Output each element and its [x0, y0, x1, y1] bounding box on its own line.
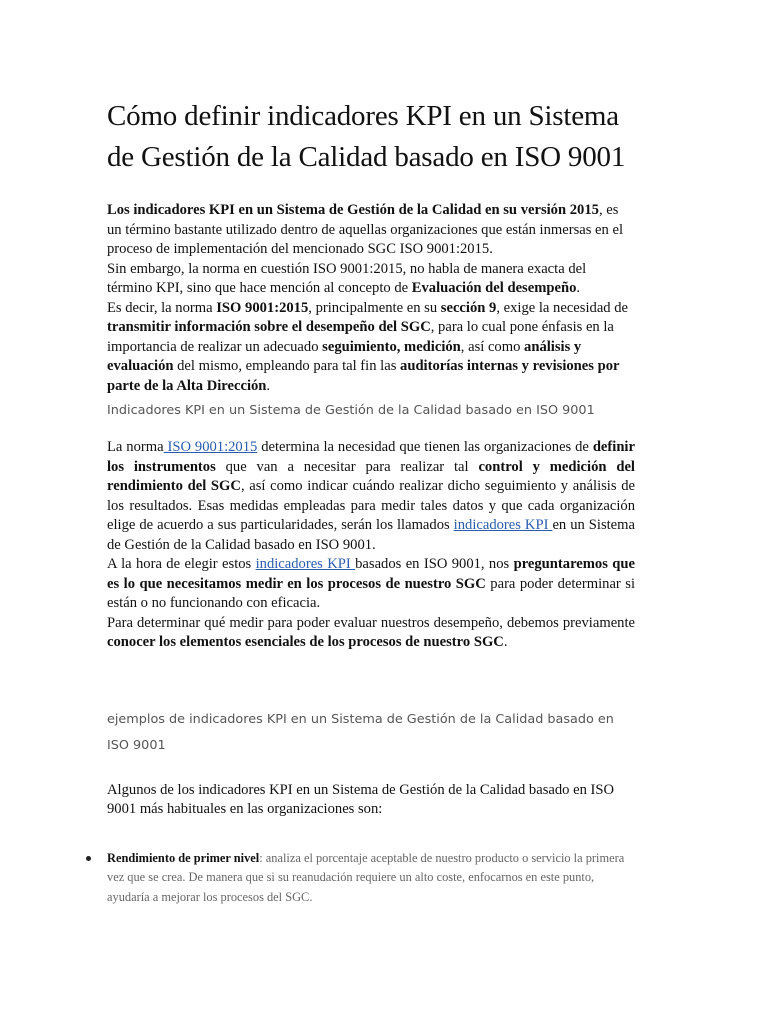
intro-text-6: , exige la necesidad de — [496, 299, 629, 316]
intro-paragraph — [107, 201, 635, 396]
intro-text-1: , es un término bastante utilizado dentro de aquellas organizaciones que están inmersas en el proceso de implementación del mencionado SGC ISO 9001:2015. — [107, 202, 624, 257]
list-item — [107, 849, 635, 908]
bullet-label: Rendimiento de primer nivel — [107, 850, 260, 865]
intro-text-7: , para lo cual pone énfasis en la importancia de realizar un adecuado — [107, 319, 614, 355]
s2-text-3: que van a necesitar para realizar tal — [215, 458, 479, 475]
intro-text-3: . — [576, 280, 581, 296]
s2-text-8: para poder determinar si están o no funcionando con eficacia. — [107, 575, 636, 611]
intro-text-5: , principalmente en su — [308, 299, 441, 316]
intro-bold-3: ISO 9001:2015 — [216, 299, 309, 316]
s2-text-7: basados en ISO 9001, nos — [355, 556, 514, 572]
s2-text-2: determina la necesidad que tienen las organizaciones de — [257, 439, 593, 455]
intro-bold-6: seguimiento, medición — [322, 338, 461, 355]
bullet-description: : analiza el porcentaje aceptable de nuestro producto o servicio la primera vez que se crea. De manera que si su reanudación requiere un alto coste, enfocarnos en este punto, ayudaría a mejorar los procesos del SGC. — [107, 850, 625, 904]
intro-bold-8: auditorías internas y revisiones por parte de la Alta Dirección — [107, 358, 620, 394]
s2-text-9: Para determinar qué medir para poder evaluar nuestros desempeño, debemos previamente — [107, 614, 635, 631]
intro-text-2: Sin embargo, la norma en cuestión ISO 9001:2015, no habla de manera exacta del término KPI, sino que hace mención al concepto de — [107, 260, 587, 296]
intro-bold-5: transmitir información sobre el desempeño del SGC — [107, 319, 431, 335]
s2-bold-2: control y medición del rendimiento del SGC — [107, 458, 635, 494]
s2-text-4: , así como indicar cuándo realizar dicho seguimiento y análisis de los resultados. Esas medidas empleadas para medir tales datos y que cada organización elige de acuerdo a sus particularidades, serán los llamados — [107, 478, 635, 533]
s2-text-10: . — [503, 634, 508, 650]
s2-bold-1: definir los instrumentos — [107, 439, 635, 475]
iso-9001-2015-link[interactable]: ISO 9001:2015 — [163, 439, 258, 455]
indicadores-kpi-link-2[interactable]: indicadores KPI — [255, 556, 356, 572]
s2-bold-3: preguntaremos que es lo que necesitamos medir en los procesos de nuestro SGC — [107, 556, 635, 592]
intro-bold-7: análisis y evaluación — [107, 338, 582, 374]
s2-bold-4: conocer los elementos esenciales de los procesos de nuestro SGC — [107, 634, 504, 650]
s2-text-1: La norma — [107, 439, 164, 455]
intro-text-4: Es decir, la norma — [107, 299, 217, 316]
intro-text-9: del mismo, empleando para tal fin las — [173, 358, 401, 374]
s2-text-6: A la hora de elegir estos — [107, 556, 256, 572]
section3-paragraph: Algunos de los indicadores KPI en un Sistema de Gestión de la Calidad basado en ISO 9001 más habituales en las organizaciones son: — [107, 781, 615, 817]
section2-paragraph — [107, 438, 635, 653]
image-caption-2: ejemplos de indicadores KPI en un Sistema de Gestión de la Calidad basado en ISO 9001 — [107, 711, 614, 753]
bullet-text — [107, 849, 635, 908]
page-title: Cómo definir indicadores KPI en un Sistema de Gestión de la Calidad basado en ISO 9001 — [107, 100, 626, 173]
image-caption-1: Indicadores KPI en un Sistema de Gestión de la Calidad basado en ISO 9001 — [107, 403, 595, 418]
bullet-dot-icon — [86, 856, 91, 861]
intro-text-8: , así como — [460, 338, 525, 355]
indicadores-kpi-link-1[interactable]: indicadores KPI — [453, 517, 553, 533]
intro-text-10: . — [266, 377, 271, 394]
intro-bold-4: sección 9 — [440, 299, 497, 316]
intro-bold-2: Evaluación del desempeño — [411, 280, 577, 296]
s2-text-5: en un Sistema de Gestión de la Calidad basado en ISO 9001. — [107, 517, 635, 553]
document-page — [107, 96, 635, 907]
intro-bold-1: Los indicadores KPI en un Sistema de Gestión de la Calidad en su versión 2015 — [107, 202, 599, 218]
